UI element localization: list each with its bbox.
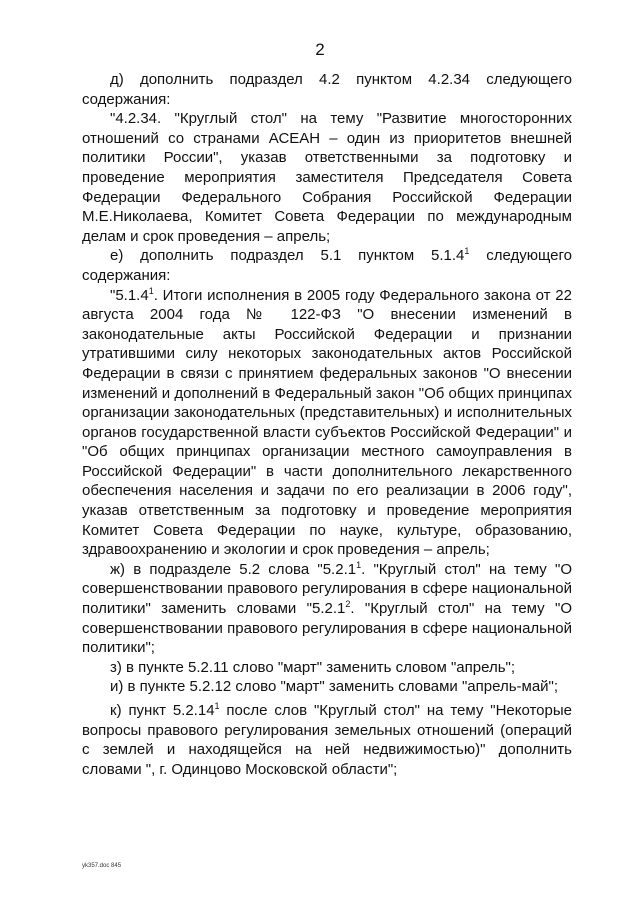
footer-file-label: yk357.doc 845 bbox=[82, 863, 122, 869]
paragraph-k-text-b: после слов "Круглый стол" на тему "Некоторые вопросы правового регулирования земельных отношений (операций с землей и находящейся на ней недвижимостью)" дополнить словами ", г. Одинцово Московской области"; bbox=[82, 702, 572, 778]
paragraph-e bbox=[82, 246, 572, 285]
paragraph-4-2-34: "4.2.34. "Круглый стол" на тему "Развитие многосторонних отношений со странами АСЕАН – один из приоритетов внешней политики России", указав ответственными за подготовку и проведение мероприятия заместителя Председателя Совета Федерации Федерального Собрания Российской Федерации М.Е.Николаева, Комитет Совета Федерации по международным делам и срок проведения – апрель; bbox=[82, 110, 572, 245]
document-body bbox=[82, 70, 572, 779]
superscript: 1 bbox=[214, 701, 220, 711]
paragraph-zh-text-a: ж) в подразделе 5.2 слова "5.2.1 bbox=[110, 560, 357, 578]
superscript: 1 bbox=[464, 246, 470, 257]
paragraph-i: и) в пункте 5.2.12 слово "март" заменить словами "апрель-май"; bbox=[110, 678, 559, 696]
paragraph-k bbox=[82, 701, 572, 779]
superscript: 2 bbox=[345, 599, 351, 610]
superscript: 1 bbox=[356, 559, 362, 570]
paragraph-k-text-a: к) пункт 5.2.14 bbox=[110, 702, 215, 719]
superscript: 1 bbox=[148, 285, 154, 296]
paragraph-5-1-4-text-b: . Итоги исполнения в 2005 году Федерального закона от 22 августа 2004 года № 122-ФЗ "О внесении изменений в законодательные акты Российской Федерации и признании утратившими силу некоторых законодательных актов Российской Федерации в связи с принятием федеральных законов "О внесении изменений и дополнений в Федеральный закон "Об общих принципах организации законодательных (представительных) и исполнительных органов государственной власти субъектов Российской Федерации" и "Об общих принципах организации местного самоуправления в Российской Федерации" в части дополнительного лекарственного обеспечения населения и задачи по его реализации в 2006 году", указав ответственным за подготовку и проведение мероприятия Комитет Совета Федерации по науке, культуре, образованию, здравоохранению и экологии и срок проведения – апрель; bbox=[82, 286, 572, 559]
paragraph-zh-text-b: . "Круглый стол" на тему "О совершенствовании правового регулирования в сфере национальной политики" заменить словами "5.2.1 bbox=[82, 560, 572, 618]
paragraph-5-1-4 bbox=[82, 286, 572, 560]
paragraph-zh-text-c: . "Круглый стол" на тему "О совершенствовании правового регулирования в сфере национальной политики"; bbox=[82, 600, 572, 657]
paragraph-e-text-b: следующего содержания: bbox=[82, 247, 572, 284]
paragraph-5-1-4-text-a: "5.1.4 bbox=[110, 286, 149, 304]
paragraph-z: з) в пункте 5.2.11 слово "март" заменить словом "апрель"; bbox=[110, 658, 516, 676]
paragraph-e-text-a: е) дополнить подраздел 5.1 пунктом 5.1.4 bbox=[110, 247, 465, 265]
paragraph-d: д) дополнить подраздел 4.2 пунктом 4.2.34 следующего содержания: bbox=[82, 71, 572, 108]
page-number: 2 bbox=[315, 40, 325, 59]
paragraph-zh bbox=[82, 560, 572, 658]
